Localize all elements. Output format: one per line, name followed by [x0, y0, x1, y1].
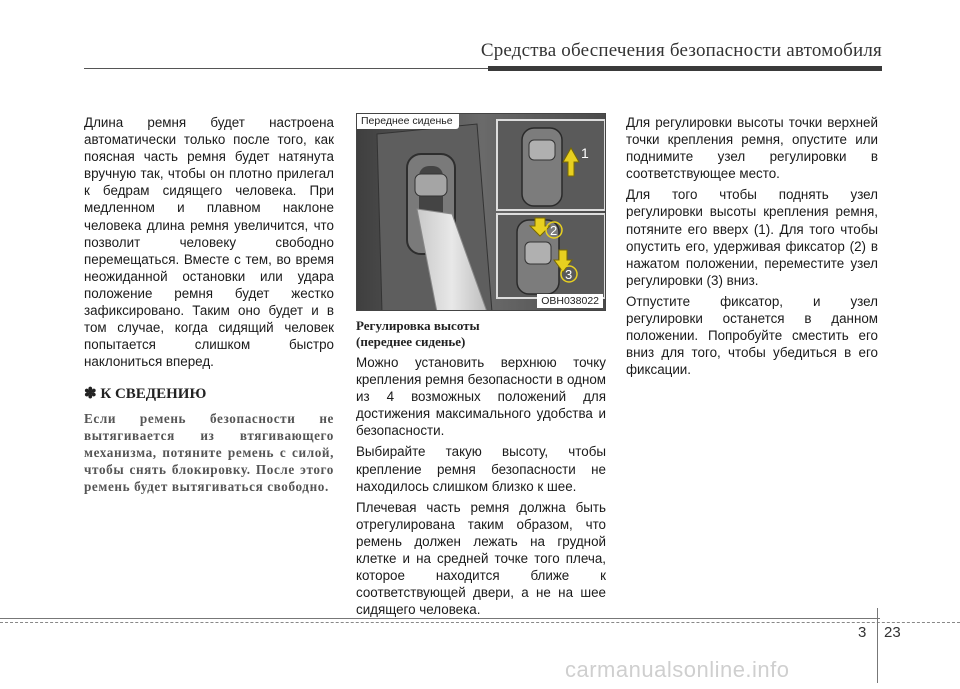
- inset-knob-lower: [525, 242, 551, 264]
- section-title: Средства обеспечения безопасности автомобиля: [480, 40, 882, 61]
- callout-2: 2: [550, 223, 558, 238]
- paragraph: Отпустите фиксатор, и узел регулировки останется в данном положении. Попробуйте сместить его вниз для того, чтобы убедиться в его фиксации.: [626, 293, 878, 378]
- paragraph: Выбирайте такую высоту, чтобы крепление ремня безопасности не находилось слишком близко к шее.: [356, 444, 606, 494]
- callout-1: 1: [581, 145, 589, 161]
- column-right: [626, 114, 878, 382]
- subheading-line-2: (переднее сиденье): [356, 334, 466, 349]
- figure-label: Переднее сиденье: [357, 114, 459, 129]
- paragraph: Можно установить верхнюю точку крепления ремня безопасности в одном из 4 возможных положений для достижения максимального удобства и безопасности.: [356, 355, 606, 439]
- paragraph: Для того чтобы поднять узел регулировки высоты крепления ремня, потяните его вверх (1). Для того чтобы опустить его, удерживая фиксатор (2) в нажатом положении, переместите узел регулировки (3) вниз.: [626, 187, 878, 288]
- paragraph: Для регулировки высоты точки верхней точки крепления ремня, опустите или поднимите узел регулировки в соответствующее место.: [626, 115, 878, 182]
- seatbelt-illustration: [357, 114, 606, 311]
- inset-knob-upper: [529, 140, 555, 160]
- seatbelt-height-figure: [356, 113, 606, 311]
- paragraph: Длина ремня будет настроена автоматически только после того, как поясная часть ремня будет натянута вручную так, чтобы он плотно прилегал к бедрам сидящего человека. При медленном и плавном наклоне человека длина ремня увеличится, что позволит человеку свободно перемещаться. Вместе с тем, во время неожиданной остановки или удара положение ремня будет жестко зафиксировано. Таким оно будет и в том случае, когда сидящий человек попытается слишком быстро наклониться вперед.: [84, 115, 334, 370]
- column-left: [84, 114, 334, 496]
- figure-code: OBH038022: [537, 294, 603, 308]
- subheading-line-1: Регулировка высоты: [356, 318, 480, 333]
- footer-rule: [0, 618, 880, 619]
- anchor-knob: [415, 174, 447, 196]
- page-number: 23: [884, 624, 901, 641]
- note-heading: ✽ К СВЕДЕНИЮ: [84, 386, 207, 403]
- watermark: carmanualsonline.info: [565, 657, 790, 682]
- footer-dashed-rule: [0, 622, 960, 624]
- footer-divider: [877, 608, 878, 683]
- paragraph: Плечевая часть ремня должна быть отрегулирована таким образом, что ремень должен лежать на грудной клетке и на средней точке того плеча, которое находится ближе к соответствующей двери, а не на шее сидящего человека.: [356, 499, 606, 618]
- callout-3: 3: [565, 267, 573, 282]
- column-middle: [356, 318, 606, 622]
- header-rule-thick: [488, 66, 882, 71]
- chapter-number: 3: [858, 624, 867, 641]
- note-body: Если ремень безопасности не вытягивается из втягивающего механизма, потяните ремень с силой, чтобы снять блокировку. После этого ремень будет вытягиваться свободно.: [84, 410, 334, 495]
- subheading: [356, 318, 606, 350]
